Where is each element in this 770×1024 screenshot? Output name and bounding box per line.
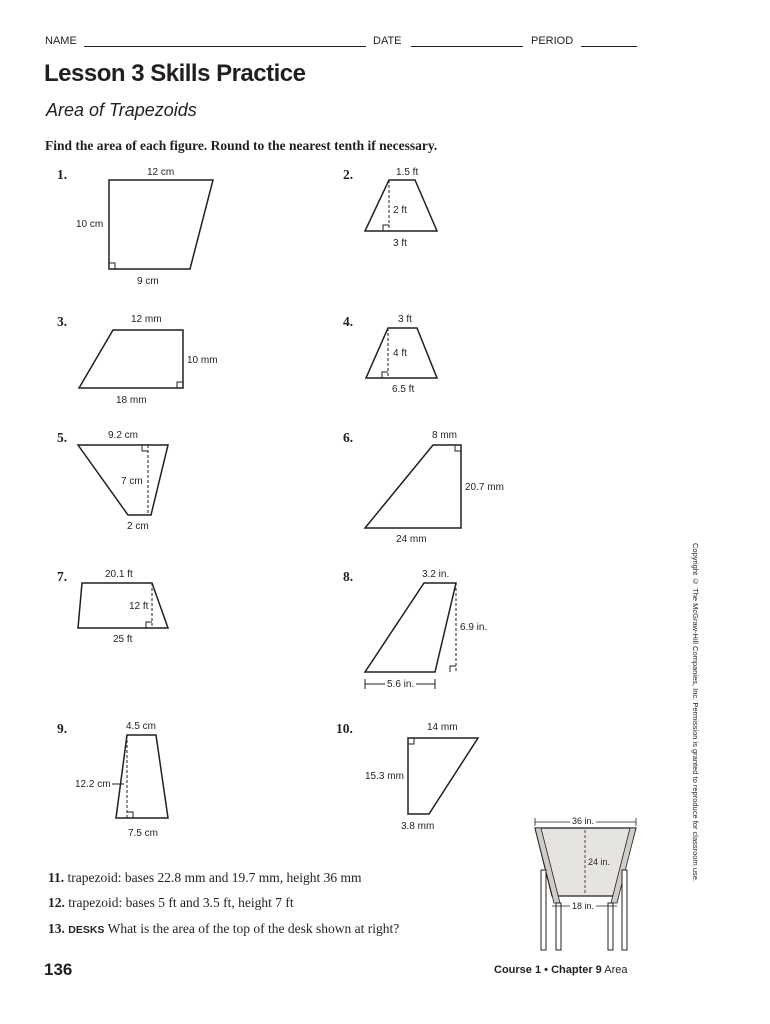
- desk-top-label: 36 in.: [572, 816, 595, 826]
- figure-4-top-base: 3 ft: [398, 314, 412, 325]
- footer-course-info: [494, 964, 628, 976]
- period-label: PERIOD: [531, 35, 574, 47]
- problem-12: [48, 895, 294, 911]
- figure-6-shape: [365, 445, 461, 528]
- figure-10-height: 15.3 mm: [365, 771, 404, 782]
- problem-11-number: 11.: [48, 870, 65, 885]
- footer-course: Course 1: [494, 964, 542, 976]
- figure-1-number: 1.: [57, 167, 68, 182]
- figure-7-height: 12 ft: [129, 601, 149, 612]
- figure-1-height: 10 cm: [76, 219, 104, 230]
- figure-9-top-base: 4.5 cm: [126, 721, 157, 732]
- problem-13: [48, 921, 399, 937]
- figure-2-bottom-base: 3 ft: [393, 238, 407, 249]
- instructions: Find the area of each figure. Round to the nearest tenth if necessary.: [45, 138, 438, 153]
- figure-5-number: 5.: [57, 430, 68, 445]
- date-label: DATE: [373, 35, 402, 47]
- figure-9-number: 9.: [57, 721, 68, 736]
- footer-chapter: Chapter 9: [551, 964, 602, 976]
- problem-13-tag: DESKS: [68, 924, 105, 936]
- figure-2-height: 2 ft: [393, 205, 407, 216]
- figure-4-bottom-base: 6.5 ft: [392, 384, 415, 395]
- figure-5-top-base: 9.2 cm: [108, 430, 139, 441]
- figure-5-height: 7 cm: [121, 476, 143, 487]
- lesson-title: Lesson 3 Skills Practice: [44, 60, 306, 87]
- figure-1-shape: [109, 180, 213, 269]
- figure-10-bottom-base: 3.8 mm: [401, 821, 435, 832]
- figure-9-bottom-base: 7.5 cm: [128, 828, 159, 839]
- name-label: NAME: [45, 35, 77, 47]
- figure-8-height: 6.9 in.: [460, 622, 488, 633]
- figure-1-bottom-base: 9 cm: [137, 276, 159, 287]
- figure-8-shape: [365, 583, 456, 672]
- figure-7-number: 7.: [57, 569, 68, 584]
- figure-8-top-base: 3.2 in.: [422, 569, 450, 580]
- figure-6-number: 6.: [343, 430, 354, 445]
- figure-3-top-base: 12 mm: [131, 314, 162, 325]
- figure-3-height: 10 mm: [187, 355, 218, 366]
- problem-11-text: trapezoid: bases 22.8 mm and 19.7 mm, height 36 mm: [67, 870, 362, 885]
- problem-12-text: trapezoid: bases 5 ft and 3.5 ft, height 7 ft: [68, 895, 294, 910]
- page-number: 136: [44, 960, 73, 979]
- figure-2-number: 2.: [343, 167, 354, 182]
- figure-7-bottom-base: 25 ft: [113, 634, 133, 645]
- figure-8-number: 8.: [343, 569, 354, 584]
- figure-8-bottom-base: 5.6 in.: [387, 679, 415, 690]
- footer-topic: Area: [604, 964, 628, 976]
- figure-10-number: 10.: [336, 721, 353, 736]
- problem-13-number: 13.: [48, 921, 65, 936]
- figure-4-height: 4 ft: [393, 348, 407, 359]
- figure-9-shape: [116, 735, 168, 818]
- figure-5-bottom-base: 2 cm: [127, 521, 149, 532]
- figure-4-number: 4.: [343, 314, 354, 329]
- figure-2-top-base: 1.5 ft: [396, 167, 419, 178]
- figure-1-top-base: 12 cm: [147, 167, 175, 178]
- problem-13-text: What is the area of the top of the desk shown at right?: [107, 921, 400, 936]
- desk-bottom-label: 18 in.: [572, 901, 595, 911]
- lesson-subtitle: Area of Trapezoids: [46, 100, 197, 120]
- desk-illustration: [535, 818, 636, 950]
- figure-3-shape: [79, 330, 183, 388]
- figure-10-top-base: 14 mm: [427, 722, 458, 733]
- figure-7-shape: [78, 583, 168, 628]
- problem-12-number: 12.: [48, 895, 65, 910]
- problem-11: [48, 870, 361, 886]
- figure-7-top-base: 20.1 ft: [105, 569, 133, 580]
- footer-separator: •: [544, 964, 548, 976]
- figure-6-height: 20.7 mm: [465, 482, 504, 493]
- figure-3-bottom-base: 18 mm: [116, 395, 147, 406]
- figure-6-top-base: 8 mm: [432, 430, 457, 441]
- desk-height-label: 24 in.: [588, 857, 611, 867]
- copyright-notice: Copyright © The McGraw-Hill Companies, Inc. Permission is granted to reproduce for classroom use.: [691, 543, 700, 882]
- figure-10-shape: [408, 738, 478, 814]
- figure-6-bottom-base: 24 mm: [396, 534, 427, 545]
- figure-9-height: 12.2 cm: [75, 779, 111, 790]
- figure-3-number: 3.: [57, 314, 68, 329]
